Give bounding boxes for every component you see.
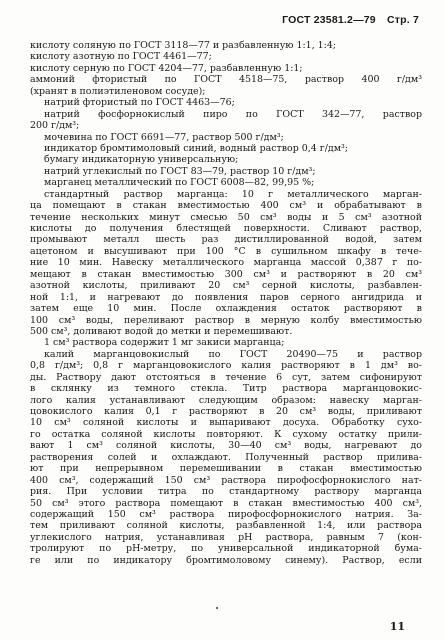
text-line: содержащий 150 см³ раствора пирофосфорнокислого натрия. За- bbox=[30, 508, 422, 520]
text-line: ацетоном и высушивают при 100 °С в сушильном шкафу в тече- bbox=[30, 245, 422, 257]
text-line: 0,8 г/дм³; 0,8 г марганцовокислого калия растворяют в 1 дм³ во- bbox=[30, 360, 422, 372]
text-line: ге или по индикатору бромтимоловому синему). Раствор, если bbox=[30, 554, 422, 566]
text-line: натрий углекислый по ГОСТ 83—79, раствор 10 г/дм³; bbox=[44, 165, 316, 177]
body-text bbox=[30, 40, 422, 566]
text-line: го остатка соляной кислоты повторяют. К сухому остатку прили- bbox=[30, 428, 422, 440]
text-line: бумагу индикаторную универсальную; bbox=[44, 154, 239, 166]
text-line: рия. При условии титра по стандартному раствору марганца bbox=[30, 486, 422, 498]
text-line: лого калия устанавливают следующим образом: навеску марган- bbox=[30, 394, 422, 406]
text-line: стандартный раствор марганца: 10 г металлического марган- bbox=[44, 188, 422, 200]
text-line: (хранят в полиэтиленовом сосуде); bbox=[30, 85, 206, 97]
text-line: ние 10 мин. Навеску металлического марганца массой 0,387 г по- bbox=[30, 257, 422, 269]
text-line: 100 см³ воды, переливают раствор в мерную колбу вместимостью bbox=[30, 314, 422, 326]
text-line: ца помещают в стакан вместимостью 400 см³ и обрабатывают в bbox=[30, 200, 422, 212]
page-header bbox=[282, 14, 419, 26]
text-line: вают 1 см³ соляной кислоты, 30—40 см³ воды, нагревают до bbox=[30, 440, 422, 452]
text-line: промывают металл шесть раз дистиллированной водой, затем bbox=[30, 234, 422, 246]
text-line: кислоту соляную по ГОСТ 3118—77 и разбавленную 1:1, 1:4; bbox=[30, 40, 337, 51]
text-line: 500 см³, доливают водой до метки и перемешивают. bbox=[30, 325, 293, 337]
page-number: 11 bbox=[389, 620, 405, 633]
text-line: ют при непрерывном перемешивании в стакан вместимостью bbox=[30, 463, 422, 475]
text-line: 10 см³ соляной кислоты и выпаривают досуха. Обработку сухо- bbox=[30, 417, 422, 429]
text-line: 400 см³, содержащий 150 см³ раствора пирофосфорнокислого нат- bbox=[30, 474, 422, 486]
text-line: в склянку из темного стекла. Титр раствора марганцовокис- bbox=[30, 383, 422, 395]
text-line: мочевина по ГОСТ 6691—77, раствор 500 г/дм³; bbox=[44, 131, 284, 143]
text-line: ды. Раствору дают отстояться в течение 6 сут, затем сифонируют bbox=[30, 371, 422, 383]
text-line: мещают в стакан вместимостью 300 см³ и растворяют в 20 см³ bbox=[30, 268, 422, 280]
text-line: натрий фосфорнокислый пиро по ГОСТ 342—77, раствор bbox=[44, 108, 422, 120]
text-line: кислоту серную по ГОСТ 4204—77, разбавленную 1:1; bbox=[30, 62, 303, 74]
standard-number: ГОСТ 23581.2—79 bbox=[282, 14, 376, 26]
text-line: натрий фтористый по ГОСТ 4463—76; bbox=[44, 97, 235, 109]
text-line: течение нескольких минут смесью 50 см³ воды и 5 см³ азотной bbox=[30, 211, 422, 223]
text-line: тролируют по pH-метру, по универсальной индикаторной бума- bbox=[30, 543, 422, 555]
text-line: 1 см³ раствора содержит 1 мг закиси марганца; bbox=[44, 337, 285, 349]
scan-speck bbox=[216, 607, 218, 609]
text-line: 50 см³ этого раствора помещают в стакан вместимостью 400 см³, bbox=[30, 497, 422, 509]
text-line: кислоту азотную по ГОСТ 4461—77; bbox=[30, 51, 212, 63]
text-line: углекислого натрия, устанавливая pH раствора, равным 7 (кон- bbox=[30, 531, 422, 543]
text-line: затем еще 10 мин. После охлаждения остаток растворяют в bbox=[30, 303, 422, 315]
text-line: кислоты до получения блестящей поверхности. Сливают раствор, bbox=[30, 223, 422, 234]
text-line: индикатор бромтимоловый синий, водный раствор 0,4 г/дм³; bbox=[44, 142, 349, 154]
text-line: марганец металлический по ГОСТ 6008—82, 99,95 %; bbox=[44, 177, 315, 189]
page-label: Стр. 7 bbox=[386, 14, 419, 26]
text-line: тем приливают соляной кислоты, разбавленной 1:4, или раствора bbox=[30, 520, 422, 532]
text-line: азотной кислоты, приливают 20 см³ серной кислоты, разбавлен- bbox=[30, 280, 422, 292]
text-line: 200 г/дм³; bbox=[30, 120, 80, 132]
text-line: растворения солей и охлаждают. Полученный раствор прилива- bbox=[30, 451, 422, 463]
text-line: калий марганцовокислый по ГОСТ 20490—75 и раствор bbox=[44, 348, 422, 360]
text-line: цовокислого калия 0,1 г растворяют в 20 см³ воды, приливают bbox=[30, 406, 422, 417]
text-line: аммоний фтористый по ГОСТ 4518—75, раствор 400 г/дм³ bbox=[30, 74, 422, 86]
text-line: ной 1:1, и нагревают до появления паров серного ангидрида и bbox=[30, 291, 422, 303]
